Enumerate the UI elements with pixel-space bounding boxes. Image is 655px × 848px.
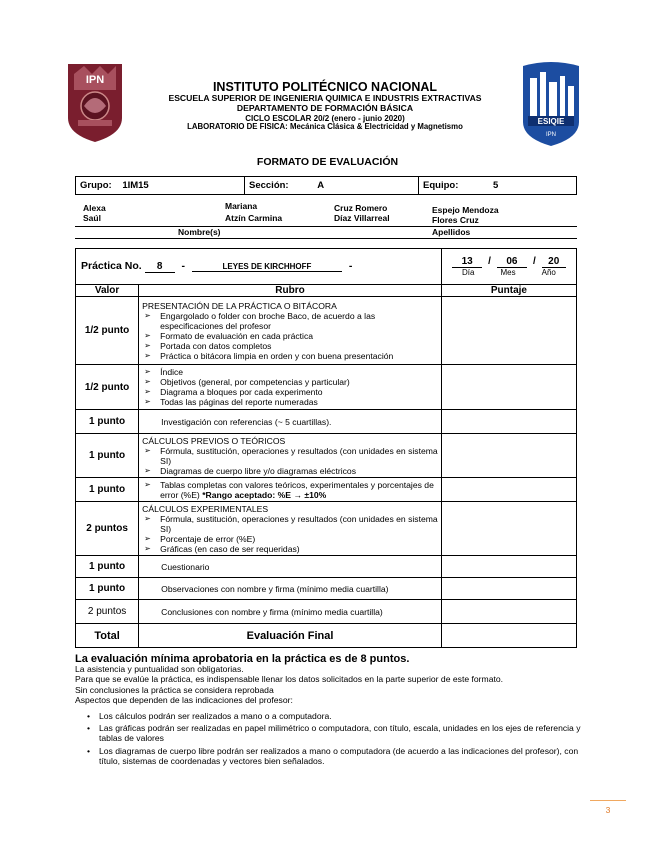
first-name: Saúl: [83, 213, 101, 223]
table-row: [76, 410, 577, 434]
date-day-label: Día: [462, 268, 475, 277]
row-value: 1 punto: [76, 434, 139, 478]
esiqie-logo-text: ESIQIE: [537, 117, 565, 126]
notes: [75, 654, 595, 768]
row-value: 2 puntos: [76, 502, 139, 556]
score-cell[interactable]: [441, 502, 576, 556]
list-item: • Las gráficas podrán ser realizadas en papel milimétrico o computadora, con título, escala, unidades en los ejes de referencia y tablas de valores: [75, 723, 595, 743]
row-value: 1/2 punto: [76, 297, 139, 365]
form-title: FORMATO DE EVALUACIÓN: [256, 156, 399, 168]
lab-name: LABORATORIO DE FISICA: Mecánica Clásica & Electricidad y Magnetismo: [187, 122, 463, 132]
column-header-score: Puntaje: [441, 285, 576, 297]
names-bottom-line: [75, 238, 577, 239]
row-rubric: Conclusiones con nombre y firma (mínimo media cuartilla): [139, 600, 442, 624]
rubric-heading: PRESENTACIÓN DE LA PRÁCTICA O BITÁCORA: [142, 300, 337, 311]
team-label: Equipo:: [423, 180, 459, 191]
group-value: 1IM15: [122, 180, 149, 191]
row-rubric: Investigación con referencias (~ 5 cuartillas).: [139, 410, 442, 434]
page-number: 3: [590, 800, 626, 815]
date-year-label: Año: [541, 268, 556, 277]
school-cycle: CICLO ESCOLAR 20/2 (enero - junio 2020): [245, 114, 405, 124]
first-name: Alexa: [83, 203, 106, 213]
names-label: Nombre(s): [178, 227, 221, 237]
last-name: Flores Cruz: [432, 215, 479, 225]
date-month: 06: [497, 256, 527, 268]
rubric-item: ➢ Diagrama a bloques por cada experimento: [142, 387, 438, 397]
total-label: Total: [76, 624, 139, 648]
note-line: Para que se evalúe la práctica, es indispensable llenar los datos solicitados en la parte superior de este formato.: [75, 674, 504, 685]
teacher-aspects-list: [75, 711, 595, 766]
score-cell[interactable]: [441, 410, 576, 434]
esiqie-logo: [520, 60, 582, 148]
total-score-cell[interactable]: [441, 624, 576, 648]
department-name: DEPARTAMENTO DE FORMACIÓN BÁSICA: [236, 103, 414, 114]
rubric-item: ➢ Fórmula, sustitución, operaciones y resultados (con unidades en sistema SI): [142, 446, 438, 466]
practice-cell: Práctica No. 8 - LEYES DE KIRCHHOFF -: [76, 249, 442, 285]
rubric-item: ➢ Práctica o bitácora limpia en orden y con buena presentación: [142, 351, 438, 361]
row-rubric: Observaciones con nombre y firma (mínimo media cuartilla): [139, 578, 442, 600]
row-rubric: [139, 297, 442, 365]
surnames-label: Apellidos: [432, 227, 471, 237]
date-day: 13: [452, 256, 482, 268]
team-cell: [419, 177, 577, 195]
section-value: A: [317, 180, 325, 191]
header: [150, 80, 500, 132]
esiqie-logo-sub: IPN: [545, 132, 557, 138]
date-cell: 13 / 06 / 20 Día Mes Año: [441, 249, 576, 285]
row-value: 2 puntos: [76, 600, 139, 624]
last-name: Cruz Romero: [334, 203, 388, 213]
table-row: [76, 578, 577, 600]
rubric-heading: CÁLCULOS EXPERIMENTALES: [142, 503, 269, 514]
team-value: 5: [493, 180, 499, 191]
table-row: [76, 556, 577, 578]
table-row: [76, 365, 577, 410]
list-item: • Los cálculos podrán ser realizados a mano o a computadora.: [75, 711, 595, 721]
score-cell[interactable]: [441, 297, 576, 365]
table-row: [76, 502, 577, 556]
names-col-3: [334, 203, 390, 223]
score-cell[interactable]: [441, 578, 576, 600]
acceptance-range: *Rango aceptado: %E → ±10%: [202, 489, 327, 500]
row-rubric: Cuestionario: [139, 556, 442, 578]
names-col-2: [225, 201, 282, 223]
rubric-item: ➢ Todas las páginas del reporte numeradas: [142, 397, 438, 407]
rubric-item: ➢ Diagramas de cuerpo libre y/o diagramas eléctricos: [142, 466, 438, 476]
list-item: • Los diagramas de cuerpo libre podrán ser realizados a mano o computadora (de acuerdo a las indicaciones del profesor), con título, sistemas de coordenadas y vectores bien señalados.: [75, 746, 595, 766]
score-cell[interactable]: [441, 365, 576, 410]
score-cell[interactable]: [441, 478, 576, 502]
table-row: [76, 434, 577, 478]
evaluation-table: [75, 248, 577, 648]
ipn-logo: [64, 60, 126, 144]
rubric-item: ➢ Formato de evaluación en cada práctica: [142, 331, 438, 341]
last-name: Díaz Villarreal: [334, 213, 390, 223]
table-row: [76, 600, 577, 624]
row-rubric: [139, 434, 442, 478]
rubric-item: [142, 480, 438, 500]
names-col-1: [83, 203, 106, 223]
date-month-label: Mes: [500, 268, 516, 277]
column-header-row: [76, 285, 577, 297]
names-divider: [75, 226, 577, 227]
first-name: Atzín Carmina: [225, 213, 283, 223]
practice-title: LEYES DE KIRCHHOFF: [192, 262, 342, 272]
score-cell[interactable]: [441, 600, 576, 624]
column-header-value: Valor: [76, 285, 139, 297]
table-row: [76, 297, 577, 365]
row-value: 1 punto: [76, 478, 139, 502]
names-col-4: [432, 205, 499, 225]
rubric-item: ➢ Portada con datos completos: [142, 341, 438, 351]
rubric-heading: CÁLCULOS PREVIOS O TEÓRICOS: [142, 435, 286, 446]
practice-row: [76, 249, 577, 285]
row-value: 1 punto: [76, 556, 139, 578]
rubric-item: ➢ Gráficas (en caso de ser requeridas): [142, 544, 438, 554]
first-name: Mariana: [225, 201, 258, 211]
score-cell[interactable]: [441, 556, 576, 578]
row-rubric: [139, 365, 442, 410]
minimum-grade-note: La evaluación mínima aprobatoria en la práctica es de 8 puntos.: [75, 653, 410, 665]
note-line: La asistencia y puntualidad son obligatorias.: [75, 664, 244, 675]
practice-number: 8: [145, 261, 175, 273]
group-label: Grupo:: [80, 180, 112, 191]
final-evaluation-label: Evaluación Final: [139, 624, 442, 648]
group-cell: [76, 177, 245, 195]
institution-title: INSTITUTO POLITÉCNICO NACIONAL: [212, 80, 438, 94]
rubric-item: ➢ Objetivos (general, por competencias y particular): [142, 377, 438, 387]
table-row: [76, 478, 577, 502]
rubric-item-text: Tablas completas con valores teóricos, experimentales y porcentajes de error (%E): [160, 479, 434, 500]
note-line: Sin conclusiones la práctica se considera reprobada: [75, 684, 274, 695]
row-rubric: [139, 478, 442, 502]
rubric-item: ➢ Índice: [142, 367, 438, 377]
rubric-item: ➢ Porcentaje de error (%E): [142, 534, 438, 544]
section-cell: [245, 177, 419, 195]
note-line: Aspectos que dependen de las indicaciones del profesor:: [75, 694, 293, 705]
ipn-logo-text: IPN: [85, 74, 105, 86]
score-cell[interactable]: [441, 434, 576, 478]
row-rubric: [139, 502, 442, 556]
rubric-item: ➢ Engargolado o folder con broche Baco, de acuerdo a las especificaciones del profesor: [142, 311, 438, 331]
row-value: 1 punto: [76, 578, 139, 600]
column-header-rubric: Rubro: [139, 285, 442, 297]
total-row: [76, 624, 577, 648]
last-name: Espejo Mendoza: [432, 205, 499, 215]
row-value: 1/2 punto: [76, 365, 139, 410]
row-value: 1 punto: [76, 410, 139, 434]
practice-label: Práctica No.: [81, 260, 142, 272]
date-year: 20: [542, 256, 566, 268]
group-table: [75, 176, 577, 195]
rubric-item: ➢ Fórmula, sustitución, operaciones y resultados (con unidades en sistema SI): [142, 514, 438, 534]
section-label: Sección:: [249, 180, 289, 191]
school-name: ESCUELA SUPERIOR DE INGENIERIA QUIMICA E INDUSTRIS EXTRACTIVAS: [168, 93, 482, 104]
